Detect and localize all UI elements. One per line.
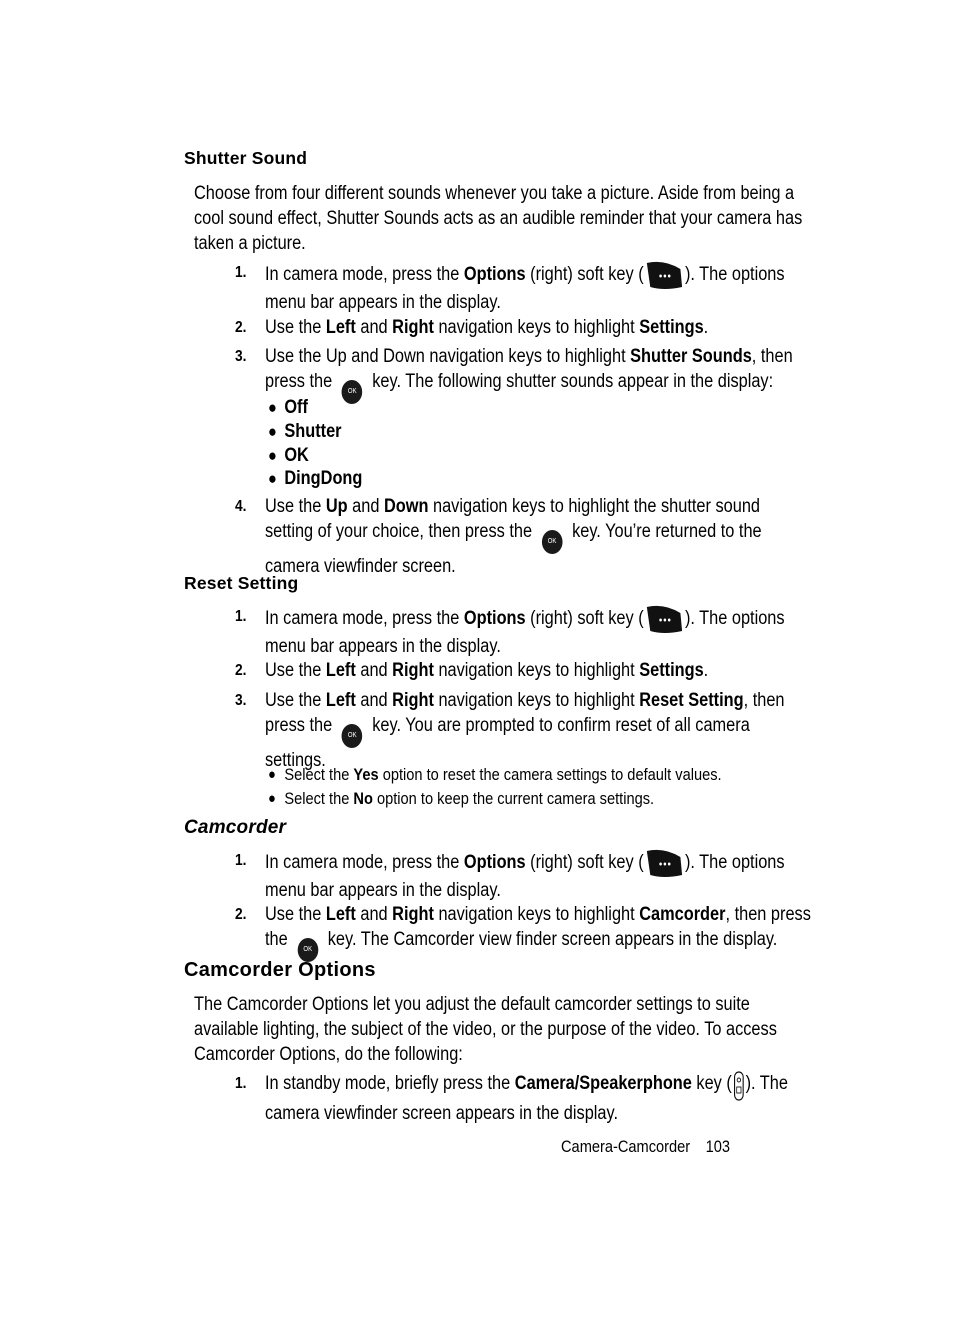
text: (right) soft key (	[525, 852, 644, 873]
bold-term: Left	[325, 317, 356, 338]
bold-term: Left	[325, 660, 356, 681]
bold-term: No	[353, 789, 373, 808]
text: camera viewfinder screen.	[265, 556, 456, 577]
text: menu bar appears in the display.	[265, 292, 501, 313]
bold-term: Yes	[353, 765, 379, 784]
step-number: 3.	[235, 692, 247, 709]
sound-option-label: Off	[284, 397, 308, 418]
text: .	[703, 317, 709, 338]
text: key (	[691, 1073, 732, 1094]
step-text	[265, 688, 785, 773]
text: and	[355, 317, 393, 338]
text: ). The options	[684, 608, 785, 629]
section-heading-shutter-sound: Shutter Sound	[184, 148, 308, 168]
step-number: 1.	[235, 608, 247, 625]
text: In camera mode, press the	[265, 852, 464, 873]
step-number: 4.	[235, 498, 247, 515]
bold-term: Right	[392, 690, 434, 711]
text: Use the	[265, 660, 326, 681]
bullet-text	[284, 764, 721, 786]
options-soft-key-icon	[645, 848, 683, 878]
text: menu bar appears in the display.	[265, 880, 501, 901]
text: Select the	[284, 765, 354, 784]
text: Use the	[265, 904, 326, 925]
text: Use the	[265, 496, 326, 517]
bullet-icon: ●	[268, 422, 277, 441]
options-label: Options	[463, 852, 526, 873]
step-number: 1.	[235, 852, 247, 869]
text: Use the Up and Down navigation keys to highlight	[265, 346, 631, 367]
ok-key-icon: OK	[342, 380, 363, 404]
sound-option-label: OK	[284, 445, 309, 466]
intro-line: The Camcorder Options let you adjust the default camcorder settings to suite	[194, 994, 750, 1015]
sound-option-label: Shutter	[284, 421, 342, 442]
bold-term: Left	[325, 904, 356, 925]
text: camera viewfinder screen appears in the display.	[265, 1103, 619, 1124]
text: In camera mode, press the	[265, 608, 464, 629]
section-heading-camcorder: Camcorder	[184, 817, 287, 838]
step-text	[265, 494, 762, 579]
intro-line: Camcorder Options, do the following:	[194, 1044, 463, 1065]
text: Use the	[265, 317, 326, 338]
step-number: 2.	[235, 319, 247, 336]
text: (right) soft key (	[525, 608, 644, 629]
bullet-icon: ●	[268, 790, 276, 807]
ok-key-icon: OK	[342, 724, 363, 748]
step-number: 3.	[235, 348, 247, 365]
intro-line: cool sound effect, Shutter Sounds acts as an audible reminder that your camera has	[194, 208, 803, 229]
intro-line: available lighting, the subject of the video, or the purpose of the video. To access	[194, 1019, 777, 1040]
text: key. You’re returned to the	[567, 521, 762, 542]
bold-term: Settings	[639, 660, 704, 681]
text: (right) soft key (	[525, 264, 644, 285]
sound-option-label: DingDong	[284, 468, 363, 489]
text: and	[355, 690, 393, 711]
step-text	[265, 848, 785, 903]
options-label: Options	[463, 264, 526, 285]
text: and	[347, 496, 384, 517]
bold-term: Right	[392, 317, 434, 338]
bullet-icon: ●	[268, 766, 276, 783]
step-number: 2.	[235, 906, 247, 923]
section-heading-reset-setting: Reset Setting	[184, 573, 299, 593]
ok-key-icon: OK	[297, 938, 318, 962]
text: key. The following shutter sounds appear in the display:	[367, 371, 774, 392]
text: settings.	[265, 750, 326, 771]
shutter-sound-intro	[194, 181, 802, 256]
text: press the	[265, 371, 337, 392]
text: ). The	[745, 1073, 788, 1094]
text: key. The Camcorder view finder screen appears in the display.	[323, 929, 778, 950]
step-text	[265, 1071, 788, 1126]
text: the	[265, 929, 293, 950]
text: , then	[743, 690, 785, 711]
bold-term: Up	[325, 496, 348, 517]
options-soft-key-icon	[645, 260, 683, 290]
bold-term: Right	[392, 660, 434, 681]
text: navigation keys to highlight the shutter sound	[428, 496, 761, 517]
step-text	[265, 315, 708, 340]
intro-line: taken a picture.	[194, 233, 306, 254]
intro-line: Choose from four different sounds whenever you take a picture. Aside from being a	[194, 183, 795, 204]
text: Use the	[265, 690, 326, 711]
bold-term: Shutter Sounds	[630, 346, 752, 367]
text: navigation keys to highlight	[433, 317, 640, 338]
text: option to reset the camera settings to default values.	[378, 765, 722, 784]
options-soft-key-icon	[645, 604, 683, 634]
text: option to keep the current camera settings.	[372, 789, 655, 808]
page-number: 103	[705, 1137, 731, 1156]
text: , then press	[725, 904, 811, 925]
text: menu bar appears in the display.	[265, 636, 501, 657]
ok-key-icon: OK	[542, 530, 563, 554]
text: ). The options	[684, 264, 785, 285]
camcorder-options-intro	[194, 992, 777, 1067]
step-number: 1.	[235, 1075, 247, 1092]
step-text	[265, 604, 785, 659]
step-text	[265, 344, 793, 404]
bullet-icon: ●	[268, 398, 277, 417]
options-label: Options	[463, 608, 526, 629]
text: .	[703, 660, 709, 681]
footer-section-title: Camera-Camcorder	[561, 1137, 691, 1156]
text: navigation keys to highlight	[433, 904, 640, 925]
bold-term: Camcorder	[639, 904, 726, 925]
bold-term: Left	[325, 690, 356, 711]
text: ). The options	[684, 852, 785, 873]
bullet-text	[284, 788, 654, 810]
text: setting of your choice, then press the	[265, 521, 537, 542]
text: navigation keys to highlight	[433, 660, 640, 681]
text: , then	[751, 346, 793, 367]
step-text	[265, 260, 785, 315]
step-number: 2.	[235, 662, 247, 679]
bullet-icon: ●	[268, 446, 277, 465]
text: press the	[265, 715, 337, 736]
text: In standby mode, briefly press the	[265, 1073, 515, 1094]
bold-term: Down	[383, 496, 429, 517]
camera-speakerphone-key-icon	[734, 1071, 744, 1101]
text: navigation keys to highlight	[433, 690, 640, 711]
step-number: 1.	[235, 264, 247, 281]
bold-term: Reset Setting	[639, 690, 744, 711]
step-text	[265, 902, 811, 962]
text: In camera mode, press the	[265, 264, 464, 285]
text: Select the	[284, 789, 354, 808]
text: and	[355, 904, 393, 925]
text: and	[355, 660, 393, 681]
step-text	[265, 658, 708, 683]
page-footer	[561, 1136, 730, 1158]
bold-term: Right	[392, 904, 434, 925]
bold-term: Settings	[639, 317, 704, 338]
bold-term: Camera/Speakerphone	[514, 1073, 692, 1094]
bullet-icon: ●	[268, 469, 277, 488]
text: key. You are prompted to confirm reset of all camera	[367, 715, 750, 736]
section-heading-camcorder-options: Camcorder Options	[184, 959, 376, 981]
